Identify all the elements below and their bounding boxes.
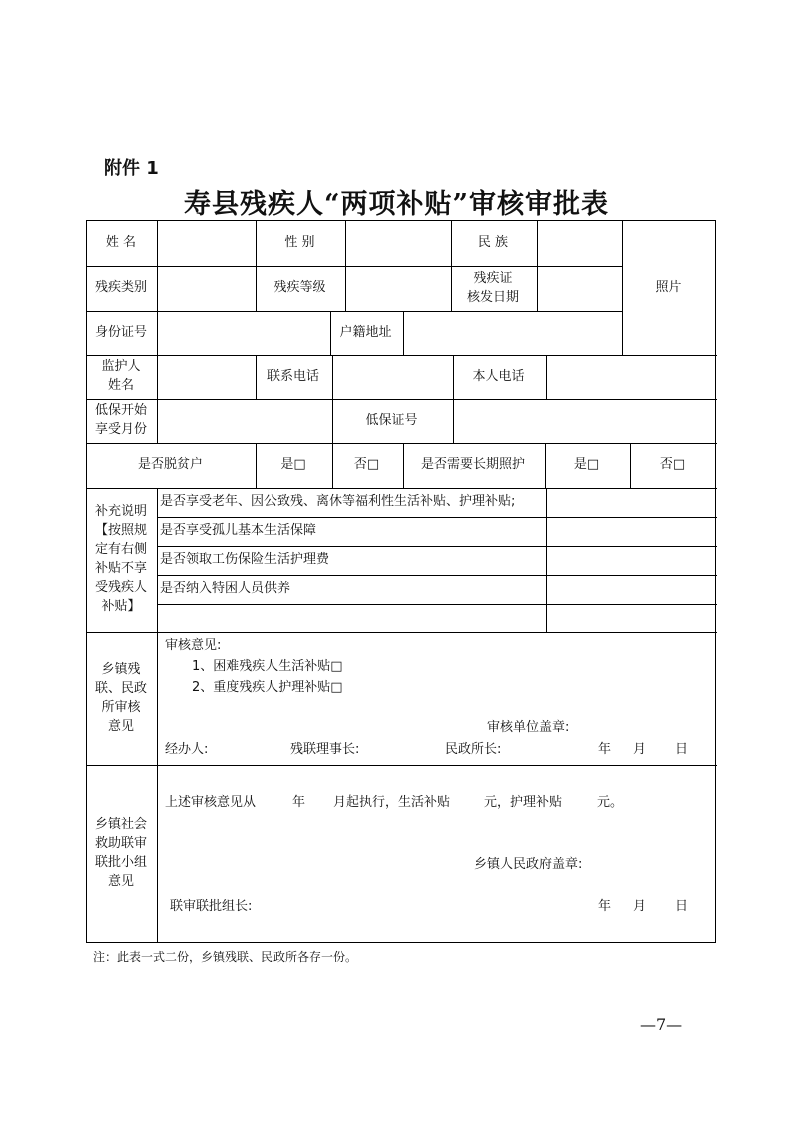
approval-text-end: 元。	[597, 795, 624, 810]
disability-level-label: 残疾等级	[273, 280, 326, 295]
review-item-care-subsidy: 2、重度残疾人护理补贴□	[192, 680, 343, 695]
attachment-label: 附件 1	[104, 158, 159, 179]
supplement-item: 是否享受老年、因公致残、离休等福利性生活补贴、护理补贴;	[160, 494, 516, 509]
review-seal-label: 审核单位盖章:	[487, 720, 570, 735]
id-number-label: 身份证号	[94, 324, 147, 340]
rule	[537, 221, 538, 311]
approval-section-label: 乡镇社会 救助联审 联批小组 意见	[94, 817, 147, 889]
poverty-status-label: 是否脱贫户	[137, 457, 203, 472]
form-title: 寿县残疾人“两项补贴”审核审批表	[183, 189, 610, 220]
month-label: 月	[633, 742, 647, 757]
gender-label: 性 别	[284, 235, 315, 250]
approval-day: 日	[675, 899, 689, 914]
supplement-item: 是否纳入特困人员供养	[160, 581, 291, 596]
federation-director-label: 残联理事长:	[290, 742, 360, 757]
rule	[403, 311, 404, 355]
supplement-item	[156, 603, 545, 631]
longterm-care-label: 是否需要长期照护	[420, 457, 525, 472]
poverty-yes-checkbox[interactable]: 是□	[280, 457, 306, 472]
rule	[87, 765, 717, 766]
cert-date-label: 残疾证 核发日期	[466, 270, 519, 305]
rule	[87, 632, 717, 633]
approval-text-month: 月起执行，生活补贴	[333, 795, 451, 810]
group-leader-label: 联审联批组长:	[170, 899, 253, 914]
self-phone-label: 本人电话	[472, 368, 525, 384]
approval-month: 月	[633, 899, 647, 914]
supplement-label: 补充说明 【按照规 定有右侧 补贴不享 受残疾人 补贴】	[94, 504, 147, 614]
approval-text-start: 上述审核意见从	[165, 795, 257, 810]
dibao-cert-label: 低保证号	[365, 412, 418, 428]
guardian-name-label: 监护人 姓名	[101, 359, 141, 393]
disability-type-label: 残疾类别	[94, 280, 147, 295]
name-label: 姓 名	[105, 235, 137, 250]
care-no-checkbox[interactable]: 否□	[659, 457, 686, 472]
rule	[546, 355, 547, 399]
review-opinion-label: 审核意见:	[165, 638, 222, 653]
rule	[157, 355, 158, 443]
rule	[87, 266, 622, 267]
supplement-item: 是否享受孤儿基本生活保障	[160, 523, 317, 538]
contact-phone-label: 联系电话	[266, 368, 319, 384]
handler-label: 经办人:	[165, 742, 209, 757]
approval-year: 年	[598, 899, 612, 914]
rule	[157, 221, 158, 355]
civil-director-label: 民政所长:	[445, 742, 502, 757]
rule	[345, 221, 346, 311]
poverty-no-checkbox[interactable]: 否□	[353, 457, 380, 472]
rule	[87, 355, 717, 356]
care-yes-checkbox[interactable]: 是□	[573, 457, 600, 472]
ethnicity-label: 民 族	[477, 235, 509, 250]
approval-year-label: 年	[292, 795, 306, 810]
photo-label: 照片	[655, 279, 682, 295]
day-label: 日	[675, 742, 689, 757]
town-seal-label: 乡镇人民政府盖章:	[474, 857, 583, 872]
supplement-item: 是否领取工伤保险生活护理费	[160, 552, 330, 567]
review-section-label: 乡镇残 联、民政 所审核 意见	[94, 661, 147, 734]
page-number: —7—	[640, 1015, 683, 1034]
household-address-label: 户籍地址	[339, 324, 392, 340]
review-item-living-subsidy: 1、困难残疾人生活补贴□	[192, 659, 343, 674]
rule	[546, 488, 547, 632]
footnote: 注：此表一式二份，乡镇残联、民政所各存一份。	[93, 950, 358, 964]
year-label: 年	[598, 742, 612, 757]
dibao-start-label: 低保开始 享受月份	[94, 403, 147, 437]
approval-text-care: 元，护理补贴	[484, 795, 563, 810]
